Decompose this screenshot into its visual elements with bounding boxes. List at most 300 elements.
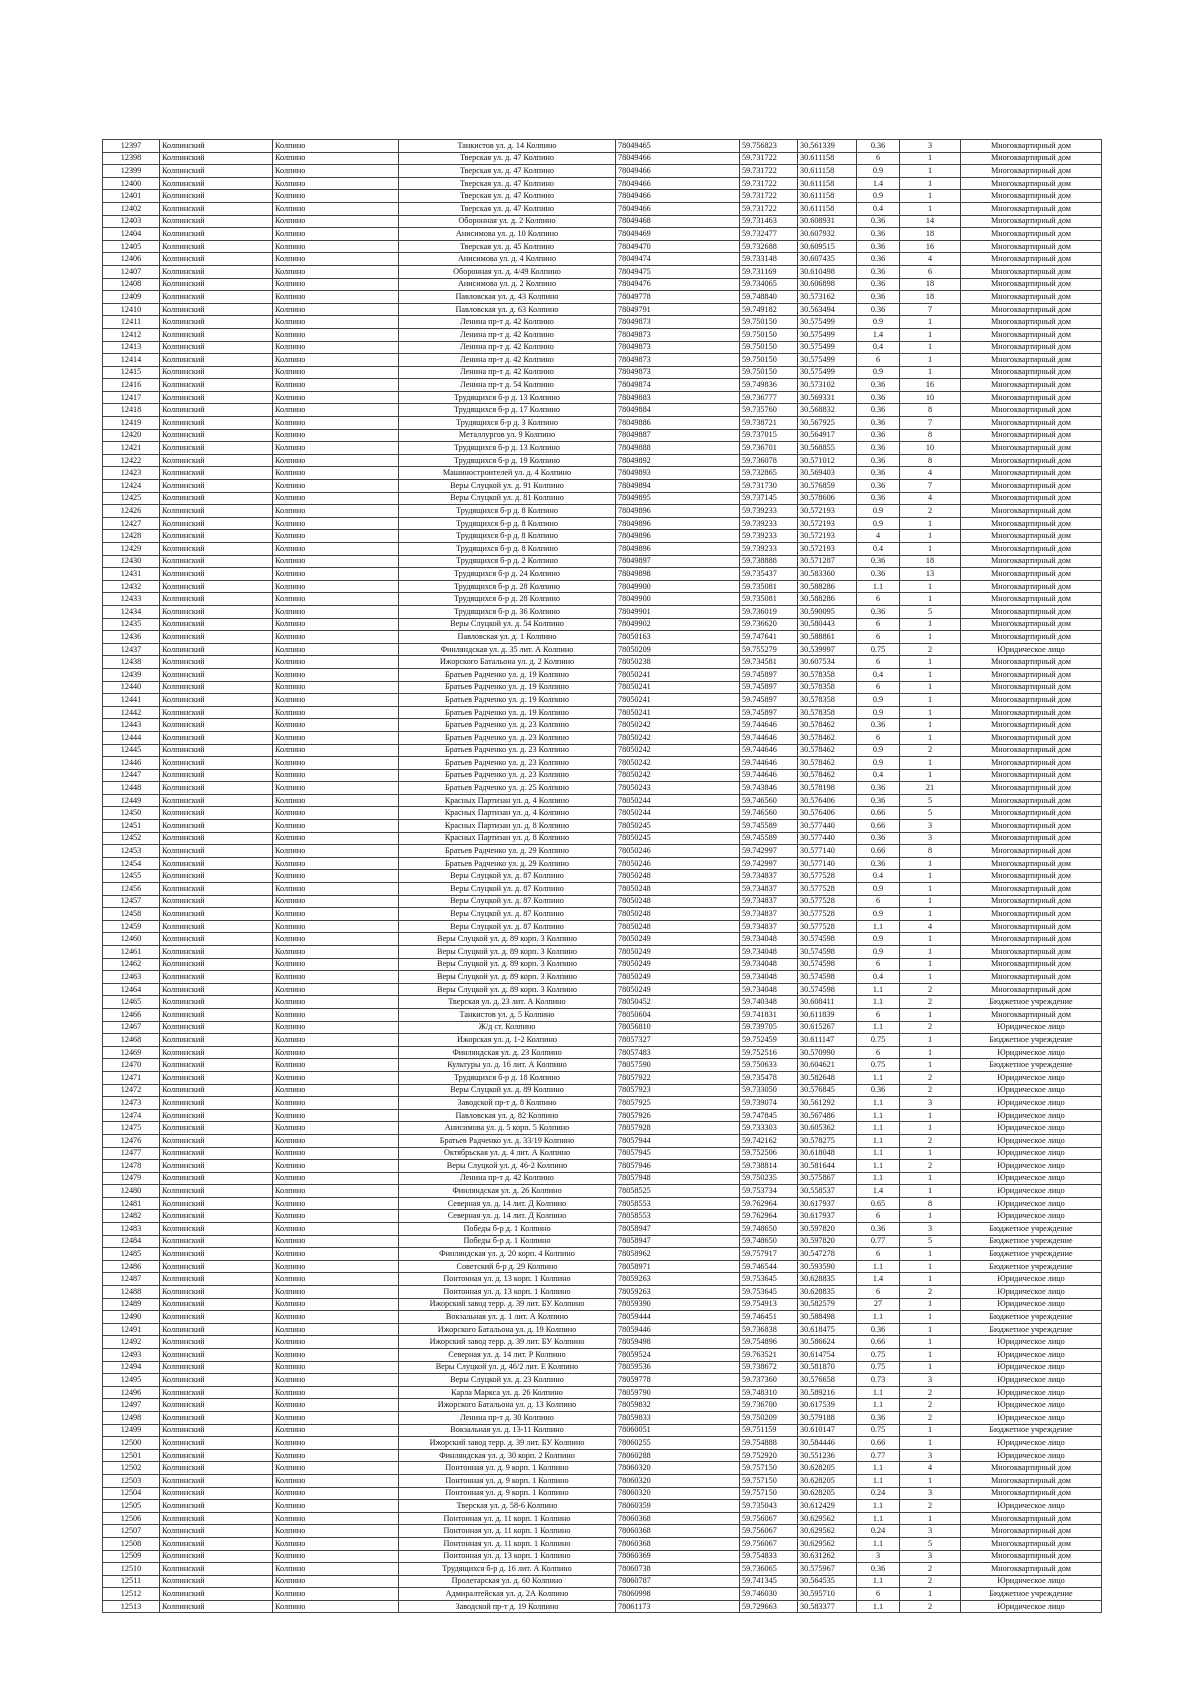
cell-object-type: Юридическое лицо — [961, 1386, 1102, 1399]
cell-row-number: 12446 — [103, 757, 160, 770]
cell-longitude: 30.573102 — [798, 379, 857, 392]
cell-district: Колпинский — [160, 202, 273, 215]
cell-address: Тверская ул. д. 47 Колпино — [399, 152, 616, 165]
cell-object-type: Многоквартирный дом — [961, 744, 1102, 757]
cell-longitude: 30.570990 — [798, 1046, 857, 1059]
cell-settlement: Колпино — [273, 983, 399, 996]
cell-longitude: 30.578358 — [798, 706, 857, 719]
cell-district: Колпинский — [160, 996, 273, 1009]
cell-object-type: Многоквартирный дом — [961, 303, 1102, 316]
cell-volume: 6 — [857, 895, 900, 908]
cell-volume: 0.36 — [857, 140, 900, 153]
cell-volume: 6 — [857, 1210, 900, 1223]
cell-row-number: 12434 — [103, 605, 160, 618]
cell-count: 2 — [900, 1134, 961, 1147]
cell-district: Колпинский — [160, 1487, 273, 1500]
cell-settlement: Колпино — [273, 857, 399, 870]
cell-longitude: 30.574598 — [798, 958, 857, 971]
cell-address: Веры Слуцкой ул. д. 89 Колпино — [399, 1084, 616, 1097]
cell-address: Металлургов ул. 9 Колпино — [399, 429, 616, 442]
cell-row-number: 12466 — [103, 1008, 160, 1021]
cell-row-number: 12485 — [103, 1248, 160, 1261]
cell-count: 1 — [900, 971, 961, 984]
cell-latitude: 59.747845 — [740, 1109, 798, 1122]
cell-volume: 0.36 — [857, 265, 900, 278]
cell-district: Колпинский — [160, 744, 273, 757]
cell-longitude: 30.574598 — [798, 983, 857, 996]
cell-address: Трудящихся б-р д. 13 Колпино — [399, 391, 616, 404]
cell-address: Красных Партизан ул. д. 4 Колпино — [399, 794, 616, 807]
cell-volume: 0.73 — [857, 1374, 900, 1387]
cell-object-type: Многоквартирный дом — [961, 1487, 1102, 1500]
cell-row-number: 12415 — [103, 366, 160, 379]
cell-settlement: Колпино — [273, 379, 399, 392]
cell-count: 1 — [900, 1273, 961, 1286]
cell-latitude: 59.736078 — [740, 454, 798, 467]
cell-object-code: 78050242 — [616, 719, 740, 732]
cell-settlement: Колпино — [273, 920, 399, 933]
table-row — [103, 769, 1102, 782]
data-table — [102, 139, 1102, 1613]
cell-longitude: 30.575499 — [798, 366, 857, 379]
cell-settlement: Колпино — [273, 731, 399, 744]
cell-count: 1 — [900, 731, 961, 744]
cell-volume: 0.36 — [857, 492, 900, 505]
cell-district: Колпинский — [160, 253, 273, 266]
cell-latitude: 59.733303 — [740, 1122, 798, 1135]
cell-longitude: 30.578606 — [798, 492, 857, 505]
cell-latitude: 59.738888 — [740, 555, 798, 568]
table-row — [103, 404, 1102, 417]
cell-row-number: 12426 — [103, 505, 160, 518]
cell-count: 1 — [900, 1122, 961, 1135]
cell-latitude: 59.755279 — [740, 643, 798, 656]
cell-district: Колпинский — [160, 971, 273, 984]
cell-count: 1 — [900, 769, 961, 782]
cell-settlement: Колпино — [273, 391, 399, 404]
cell-object-type: Многоквартирный дом — [961, 908, 1102, 921]
table-row — [103, 1462, 1102, 1475]
cell-object-code: 78057923 — [616, 1084, 740, 1097]
cell-volume: 6 — [857, 631, 900, 644]
cell-settlement: Колпино — [273, 467, 399, 480]
cell-object-code: 78049873 — [616, 354, 740, 367]
cell-address: Советский б-р д. 29 Колпино — [399, 1260, 616, 1273]
table-row — [103, 278, 1102, 291]
cell-district: Колпинский — [160, 555, 273, 568]
cell-object-code: 78060359 — [616, 1500, 740, 1513]
cell-volume: 0.36 — [857, 454, 900, 467]
cell-object-code: 78049883 — [616, 391, 740, 404]
cell-district: Колпинский — [160, 1071, 273, 1084]
cell-latitude: 59.736019 — [740, 605, 798, 618]
cell-settlement: Колпино — [273, 933, 399, 946]
cell-settlement: Колпино — [273, 1424, 399, 1437]
cell-count: 1 — [900, 152, 961, 165]
cell-object-code: 78049901 — [616, 605, 740, 618]
cell-settlement: Колпино — [273, 1273, 399, 1286]
cell-count: 7 — [900, 480, 961, 493]
cell-district: Колпинский — [160, 1197, 273, 1210]
cell-settlement: Колпино — [273, 1600, 399, 1613]
cell-count: 2 — [900, 1071, 961, 1084]
cell-row-number: 12509 — [103, 1550, 160, 1563]
cell-latitude: 59.750209 — [740, 1411, 798, 1424]
table-row — [103, 857, 1102, 870]
cell-address: Павловская ул. д. 82 Колпино — [399, 1109, 616, 1122]
cell-latitude: 59.739233 — [740, 517, 798, 530]
cell-row-number: 12407 — [103, 265, 160, 278]
cell-row-number: 12444 — [103, 731, 160, 744]
cell-count: 4 — [900, 467, 961, 480]
cell-object-code: 78049888 — [616, 442, 740, 455]
cell-settlement: Колпино — [273, 404, 399, 417]
cell-district: Колпинский — [160, 883, 273, 896]
cell-longitude: 30.597820 — [798, 1223, 857, 1236]
cell-object-code: 78050241 — [616, 668, 740, 681]
table-row — [103, 668, 1102, 681]
cell-object-type: Многоквартирный дом — [961, 291, 1102, 304]
cell-count: 3 — [900, 832, 961, 845]
table-row — [103, 1134, 1102, 1147]
cell-object-type: Многоквартирный дом — [961, 517, 1102, 530]
cell-count: 1 — [900, 1361, 961, 1374]
cell-settlement: Колпино — [273, 341, 399, 354]
cell-object-type: Многоквартирный дом — [961, 379, 1102, 392]
table-row — [103, 1537, 1102, 1550]
cell-volume: 0.75 — [857, 643, 900, 656]
cell-object-type: Юридическое лицо — [961, 1109, 1102, 1122]
cell-district: Колпинский — [160, 215, 273, 228]
cell-longitude: 30.578358 — [798, 681, 857, 694]
cell-address: Понтонная ул. д. 9 корп. 1 Колпино — [399, 1474, 616, 1487]
cell-district: Колпинский — [160, 1248, 273, 1261]
cell-object-code: 78049894 — [616, 480, 740, 493]
cell-object-type: Юридическое лицо — [961, 1286, 1102, 1299]
table-row — [103, 480, 1102, 493]
cell-longitude: 30.539997 — [798, 643, 857, 656]
cell-volume: 1.1 — [857, 1071, 900, 1084]
cell-object-code: 78049470 — [616, 240, 740, 253]
cell-address: Братьев Радченко ул. д. 33/19 Колпино — [399, 1134, 616, 1147]
cell-row-number: 12495 — [103, 1374, 160, 1387]
cell-settlement: Колпино — [273, 908, 399, 921]
table-row — [103, 908, 1102, 921]
cell-longitude: 30.577528 — [798, 870, 857, 883]
cell-volume: 27 — [857, 1298, 900, 1311]
cell-object-type: Многоквартирный дом — [961, 631, 1102, 644]
cell-object-type: Многоквартирный дом — [961, 895, 1102, 908]
cell-latitude: 59.744646 — [740, 719, 798, 732]
document-page — [102, 139, 1101, 1613]
cell-volume: 0.75 — [857, 1424, 900, 1437]
cell-district: Колпинский — [160, 1097, 273, 1110]
cell-object-type: Многоквартирный дом — [961, 681, 1102, 694]
cell-object-code: 78059833 — [616, 1411, 740, 1424]
cell-volume: 1.1 — [857, 1311, 900, 1324]
table-row — [103, 1097, 1102, 1110]
cell-object-code: 78049897 — [616, 555, 740, 568]
cell-settlement: Колпино — [273, 1361, 399, 1374]
cell-longitude: 30.563494 — [798, 303, 857, 316]
cell-address: Братьев Радченко ул. д. 19 Колпино — [399, 681, 616, 694]
cell-settlement: Колпино — [273, 328, 399, 341]
cell-object-type: Многоквартирный дом — [961, 832, 1102, 845]
cell-address: Ленина пр-т д. 54 Колпино — [399, 379, 616, 392]
cell-volume: 0.9 — [857, 694, 900, 707]
cell-row-number: 12453 — [103, 845, 160, 858]
cell-address: Понтонная ул. д. 11 корп. 1 Колпино — [399, 1525, 616, 1538]
cell-object-type: Многоквартирный дом — [961, 568, 1102, 581]
table-row — [103, 1525, 1102, 1538]
cell-object-code: 78059446 — [616, 1323, 740, 1336]
cell-latitude: 59.734581 — [740, 656, 798, 669]
cell-row-number: 12458 — [103, 908, 160, 921]
cell-longitude: 30.611147 — [798, 1034, 857, 1047]
cell-district: Колпинский — [160, 152, 273, 165]
cell-settlement: Колпино — [273, 1437, 399, 1450]
table-row — [103, 202, 1102, 215]
cell-row-number: 12423 — [103, 467, 160, 480]
cell-row-number: 12456 — [103, 883, 160, 896]
table-row — [103, 643, 1102, 656]
cell-settlement: Колпино — [273, 1034, 399, 1047]
cell-object-type: Многоквартирный дом — [961, 366, 1102, 379]
cell-longitude: 30.608411 — [798, 996, 857, 1009]
cell-district: Колпинский — [160, 643, 273, 656]
table-row — [103, 228, 1102, 241]
cell-settlement: Колпино — [273, 1185, 399, 1198]
table-row — [103, 1349, 1102, 1362]
cell-address: Ижорского Батальона ул. д. 19 Колпино — [399, 1323, 616, 1336]
cell-row-number: 12432 — [103, 580, 160, 593]
cell-settlement: Колпино — [273, 1487, 399, 1500]
cell-object-type: Многоквартирный дом — [961, 190, 1102, 203]
cell-object-code: 78060368 — [616, 1525, 740, 1538]
cell-count: 2 — [900, 1600, 961, 1613]
cell-settlement: Колпино — [273, 631, 399, 644]
table-row — [103, 1600, 1102, 1613]
cell-row-number: 12508 — [103, 1537, 160, 1550]
cell-district: Колпинский — [160, 366, 273, 379]
cell-object-type: Многоквартирный дом — [961, 807, 1102, 820]
cell-object-type: Многоквартирный дом — [961, 391, 1102, 404]
cell-settlement: Колпино — [273, 505, 399, 518]
cell-count: 1 — [900, 1248, 961, 1261]
cell-address: Красных Партизан ул. д. 8 Колпино — [399, 820, 616, 833]
cell-district: Колпинский — [160, 467, 273, 480]
cell-district: Колпинский — [160, 668, 273, 681]
cell-row-number: 12442 — [103, 706, 160, 719]
cell-object-code: 78049895 — [616, 492, 740, 505]
cell-row-number: 12511 — [103, 1575, 160, 1588]
cell-latitude: 59.736700 — [740, 1399, 798, 1412]
cell-object-code: 78060320 — [616, 1487, 740, 1500]
table-row — [103, 1575, 1102, 1588]
table-row — [103, 177, 1102, 190]
cell-district: Колпинский — [160, 1046, 273, 1059]
cell-longitude: 30.583360 — [798, 568, 857, 581]
cell-address: Тверская ул. д. 45 Колпино — [399, 240, 616, 253]
cell-row-number: 12480 — [103, 1185, 160, 1198]
cell-object-code: 78049475 — [616, 265, 740, 278]
cell-latitude: 59.752506 — [740, 1147, 798, 1160]
cell-count: 1 — [900, 883, 961, 896]
cell-address: Ленина пр-т д. 30 Колпино — [399, 1411, 616, 1424]
cell-object-code: 78049466 — [616, 152, 740, 165]
cell-longitude: 30.575499 — [798, 328, 857, 341]
cell-row-number: 12460 — [103, 933, 160, 946]
cell-longitude: 30.547278 — [798, 1248, 857, 1261]
cell-latitude: 59.742997 — [740, 857, 798, 870]
cell-row-number: 12441 — [103, 694, 160, 707]
cell-row-number: 12411 — [103, 316, 160, 329]
table-row — [103, 870, 1102, 883]
cell-longitude: 30.578462 — [798, 731, 857, 744]
cell-settlement: Колпино — [273, 492, 399, 505]
cell-settlement: Колпино — [273, 429, 399, 442]
cell-longitude: 30.589216 — [798, 1386, 857, 1399]
cell-volume: 0.36 — [857, 467, 900, 480]
table-row — [103, 140, 1102, 153]
table-row — [103, 316, 1102, 329]
cell-latitude: 59.745897 — [740, 694, 798, 707]
cell-row-number: 12510 — [103, 1563, 160, 1576]
cell-district: Колпинский — [160, 1298, 273, 1311]
table-row — [103, 492, 1102, 505]
cell-count: 8 — [900, 845, 961, 858]
table-row — [103, 1512, 1102, 1525]
cell-count: 1 — [900, 1311, 961, 1324]
cell-object-code: 78050209 — [616, 643, 740, 656]
cell-district: Колпинский — [160, 1210, 273, 1223]
cell-object-code: 78049466 — [616, 202, 740, 215]
cell-latitude: 59.732688 — [740, 240, 798, 253]
cell-count: 1 — [900, 618, 961, 631]
cell-district: Колпинский — [160, 1575, 273, 1588]
cell-object-code: 78050249 — [616, 971, 740, 984]
cell-latitude: 59.752516 — [740, 1046, 798, 1059]
cell-longitude: 30.614754 — [798, 1349, 857, 1362]
cell-row-number: 12413 — [103, 341, 160, 354]
cell-count: 2 — [900, 983, 961, 996]
cell-longitude: 30.572193 — [798, 517, 857, 530]
cell-volume: 0.24 — [857, 1487, 900, 1500]
cell-volume: 0.9 — [857, 165, 900, 178]
cell-address: Ижорский завод терр. д. 39 лит. БУ Колпино — [399, 1336, 616, 1349]
cell-district: Колпинский — [160, 580, 273, 593]
cell-longitude: 30.595710 — [798, 1588, 857, 1601]
cell-count: 18 — [900, 291, 961, 304]
cell-row-number: 12482 — [103, 1210, 160, 1223]
cell-settlement: Колпино — [273, 1386, 399, 1399]
cell-row-number: 12436 — [103, 631, 160, 644]
cell-count: 1 — [900, 1512, 961, 1525]
cell-settlement: Колпино — [273, 769, 399, 782]
table-row — [103, 328, 1102, 341]
table-row — [103, 832, 1102, 845]
cell-object-type: Многоквартирный дом — [961, 140, 1102, 153]
cell-count: 1 — [900, 1336, 961, 1349]
cell-latitude: 59.737015 — [740, 429, 798, 442]
cell-object-code: 78049884 — [616, 404, 740, 417]
cell-longitude: 30.611158 — [798, 152, 857, 165]
table-row — [103, 971, 1102, 984]
table-row — [103, 429, 1102, 442]
table-body — [103, 140, 1102, 1613]
cell-count: 1 — [900, 908, 961, 921]
table-row — [103, 845, 1102, 858]
cell-latitude: 59.739233 — [740, 543, 798, 556]
cell-district: Колпинский — [160, 1474, 273, 1487]
cell-address: Понтонная ул. д. 9 корп. 1 Колпино — [399, 1462, 616, 1475]
cell-object-type: Юридическое лицо — [961, 1185, 1102, 1198]
cell-row-number: 12400 — [103, 177, 160, 190]
cell-latitude: 59.754833 — [740, 1550, 798, 1563]
cell-longitude: 30.575499 — [798, 341, 857, 354]
cell-address: Анисимова ул. д. 5 корп. 5 Колпино — [399, 1122, 616, 1135]
table-row — [103, 883, 1102, 896]
cell-object-type: Бюджетное учреждение — [961, 1059, 1102, 1072]
cell-address: Веры Слуцкой ул. д. 89 корп. 3 Колпино — [399, 946, 616, 959]
cell-row-number: 12512 — [103, 1588, 160, 1601]
cell-object-type: Многоквартирный дом — [961, 240, 1102, 253]
cell-longitude: 30.588861 — [798, 631, 857, 644]
cell-latitude: 59.749182 — [740, 303, 798, 316]
cell-settlement: Колпино — [273, 543, 399, 556]
cell-object-code: 78060320 — [616, 1474, 740, 1487]
cell-address: Заводской пр-т д. 8 Колпино — [399, 1097, 616, 1110]
table-row — [103, 253, 1102, 266]
cell-object-code: 78049791 — [616, 303, 740, 316]
cell-settlement: Колпино — [273, 517, 399, 530]
cell-volume: 6 — [857, 731, 900, 744]
cell-longitude: 30.577140 — [798, 857, 857, 870]
cell-count: 18 — [900, 555, 961, 568]
cell-volume: 0.36 — [857, 429, 900, 442]
cell-object-type: Юридическое лицо — [961, 1134, 1102, 1147]
cell-district: Колпинский — [160, 1034, 273, 1047]
cell-address: Пролетарская ул. д. 60 Колпино — [399, 1575, 616, 1588]
cell-address: Трудящихся б-р д. 19 Колпино — [399, 454, 616, 467]
cell-settlement: Колпино — [273, 1411, 399, 1424]
cell-volume: 0.9 — [857, 883, 900, 896]
cell-settlement: Колпино — [273, 1298, 399, 1311]
cell-latitude: 59.732477 — [740, 228, 798, 241]
cell-volume: 1.1 — [857, 996, 900, 1009]
cell-district: Колпинский — [160, 706, 273, 719]
cell-settlement: Колпино — [273, 303, 399, 316]
cell-count: 1 — [900, 668, 961, 681]
cell-object-code: 78050242 — [616, 757, 740, 770]
cell-object-code: 78049874 — [616, 379, 740, 392]
cell-longitude: 30.576406 — [798, 807, 857, 820]
table-row — [103, 1160, 1102, 1173]
cell-district: Колпинский — [160, 177, 273, 190]
cell-row-number: 12412 — [103, 328, 160, 341]
cell-object-type: Многоквартирный дом — [961, 555, 1102, 568]
cell-latitude: 59.753734 — [740, 1185, 798, 1198]
cell-volume: 0.36 — [857, 782, 900, 795]
cell-district: Колпинский — [160, 908, 273, 921]
cell-address: Веры Слуцкой ул. д. 54 Колпино — [399, 618, 616, 631]
cell-row-number: 12447 — [103, 769, 160, 782]
cell-longitude: 30.606898 — [798, 278, 857, 291]
cell-district: Колпинский — [160, 1008, 273, 1021]
cell-longitude: 30.569403 — [798, 467, 857, 480]
cell-volume: 1.1 — [857, 1172, 900, 1185]
cell-district: Колпинский — [160, 631, 273, 644]
